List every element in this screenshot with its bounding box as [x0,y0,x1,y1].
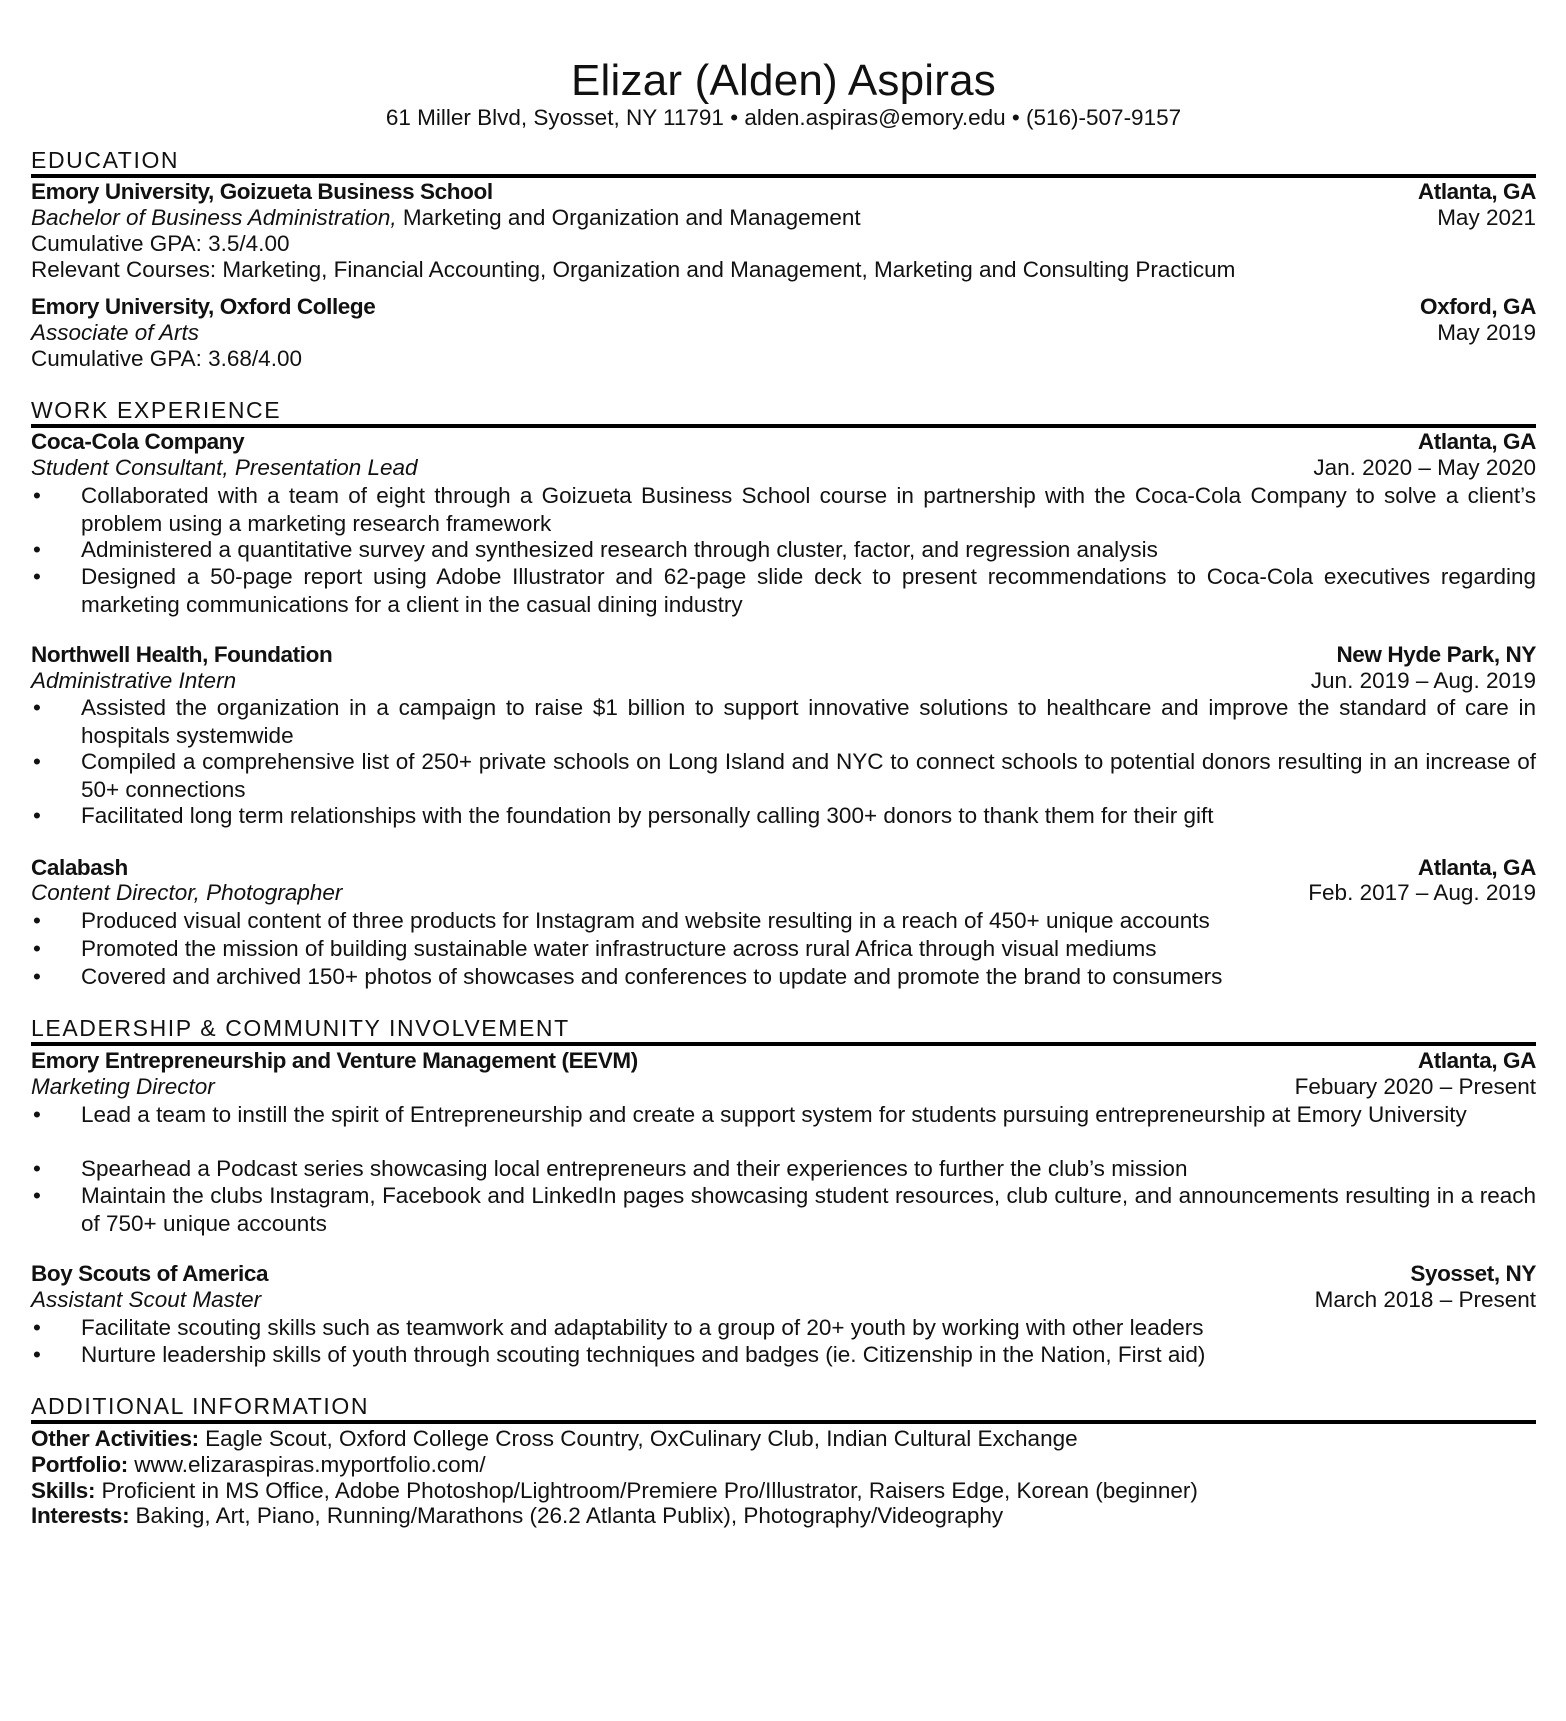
bullet-item: • Produced visual content of three products for Instagram and website resulting in a reach of 450+ unique accounts [33,908,1210,933]
bullet-item: • Compiled a comprehensive list of 250+ private schools on Long Island and NYC to connect schools to potential donors resulting in an increase of 50+ connections [33,749,1536,802]
job-dates: Feb. 2017 – Aug. 2019 [1308,880,1536,905]
role-header [31,1260,1536,1288]
degree-title: Associate of Arts [31,320,199,345]
job-role-row [31,879,1536,907]
job-header [31,854,1536,882]
bullet-icon: • [33,1183,41,1208]
school-name: Emory University, Oxford College [31,294,376,319]
organization-location: Syosset, NY [1410,1261,1536,1286]
bullet-item: • Facilitate scouting skills such as teamwork and adaptability to a group of 20+ youth by working with other leaders [33,1315,1204,1340]
bullet-item: • Spearhead a Podcast series showcasing local entrepreneurs and their experiences to further the club’s mission [33,1156,1188,1181]
organization: Emory Entrepreneurship and Venture Management (EEVM) [31,1048,638,1073]
resume-name: Elizar (Alden) Aspiras [571,56,996,105]
bullet-icon: • [33,908,41,933]
job-dates: Jun. 2019 – Aug. 2019 [1310,668,1536,693]
bullet-icon: • [33,483,41,508]
info-interests: Interests: Baking, Art, Piano, Running/Marathons (26.2 Atlanta Publix), Photography/Videography [31,1503,1004,1528]
bullet-icon: • [33,564,41,589]
bullet-item: • Administered a quantitative survey and synthesized research through cluster, factor, and regression analysis [33,537,1158,562]
role-title-row [31,1286,1536,1314]
bullet-icon: • [33,1156,41,1181]
job-role-row [31,667,1536,695]
section-rule [31,1420,1536,1424]
education-entry-header [31,178,1536,206]
role-header [31,1047,1536,1075]
bullet-icon: • [33,936,41,961]
info-portfolio: Portfolio: www.elizaraspiras.myportfolio.com/ [31,1452,486,1477]
section-rule [31,1042,1536,1046]
role-dates: Febuary 2020 – Present [1294,1074,1536,1099]
employer: Calabash [31,855,128,880]
employer: Coca-Cola Company [31,429,245,454]
job-location: Atlanta, GA [1417,855,1536,880]
role-title-row [31,1073,1536,1101]
organization: Boy Scouts of America [31,1261,269,1286]
degree-title: Bachelor of Business Administration, [31,205,397,230]
job-title: Administrative Intern [31,668,237,693]
section-title-leadership: LEADERSHIP & COMMUNITY INVOLVEMENT [31,1015,570,1041]
bullet-icon: • [33,803,41,828]
bullet-item: • Designed a 50-page report using Adobe Illustrator and 62-page slide deck to present recommendations to Coca-Cola executives regarding marketing communications for a client in the casual dining industry [33,564,1536,617]
bullet-item: • Collaborated with a team of eight through a Goizueta Business School course in partnership with the Coca-Cola Company to solve a client’s problem using a marketing research framework [33,483,1536,536]
gpa: Cumulative GPA: 3.68/4.00 [31,346,302,371]
contact-line: 61 Miller Blvd, Syosset, NY 11791 • alden.aspiras@emory.edu • (516)-507-9157 [385,105,1182,130]
job-role-row [31,454,1536,482]
bullet-item: • Nurture leadership skills of youth through scouting techniques and badges (ie. Citizenship in the Nation, First aid) [33,1342,1206,1367]
role-title: Marketing Director [31,1074,215,1099]
education-degree-row [31,204,1536,232]
gpa: Cumulative GPA: 3.5/4.00 [31,231,290,256]
job-title: Content Director, Photographer [31,880,343,905]
info-other-activities: Other Activities: Eagle Scout, Oxford College Cross Country, OxCulinary Club, Indian Cultural Exchange [31,1426,1078,1451]
section-title-education: EDUCATION [31,147,180,173]
bullet-icon: • [33,1102,41,1127]
bullet-item: • Lead a team to instill the spirit of Entrepreneurship and create a support system for students pursuing entrepreneurship at Emory University [33,1102,1467,1127]
bullet-icon: • [33,1342,41,1367]
bullet-item: • Maintain the clubs Instagram, Facebook and LinkedIn pages showcasing student resources, club culture, and announcements resulting in a reach of 750+ unique accounts [33,1183,1536,1236]
degree [31,204,861,232]
role-title: Assistant Scout Master [31,1287,262,1312]
bullet-icon: • [33,1315,41,1340]
info-skills: Skills: Proficient in MS Office, Adobe Photoshop/Lightroom/Premiere Pro/Illustrator, Raisers Edge, Korean (beginner) [31,1478,1198,1503]
section-title-work: WORK EXPERIENCE [31,397,282,423]
bullet-icon: • [33,695,41,720]
degree-major: Marketing and Organization and Management [396,205,861,230]
job-dates: Jan. 2020 – May 2020 [1313,455,1536,480]
bullet-item: • Assisted the organization in a campaign to raise $1 billion to support innovative solutions to healthcare and improve the standard of care in hospitals systemwide [33,695,1536,748]
job-header [31,428,1536,456]
graduation-date: May 2019 [1437,320,1536,345]
organization-location: Atlanta, GA [1417,1048,1536,1073]
employer: Northwell Health, Foundation [31,642,333,667]
bullet-icon: • [33,964,41,989]
job-title: Student Consultant, Presentation Lead [31,455,418,480]
bullet-item: • Facilitated long term relationships with the foundation by personally calling 300+ donors to thank them for their gift [33,803,1214,828]
relevant-courses: Relevant Courses: Marketing, Financial Accounting, Organization and Management, Marketing and Consulting Practicum [31,257,1236,282]
bullet-item: • Promoted the mission of building sustainable water infrastructure across rural Africa through visual mediums [33,936,1157,961]
portfolio-link[interactable]: www.elizaraspiras.myportfolio.com/ [127,1452,486,1477]
education-degree-row [31,319,1536,347]
bullet-icon: • [33,537,41,562]
school-location: Oxford, GA [1419,294,1536,319]
education-entry-header [31,293,1536,321]
job-header [31,641,1536,669]
role-dates: March 2018 – Present [1314,1287,1536,1312]
graduation-date: May 2021 [1437,205,1536,230]
job-location: New Hyde Park, NY [1336,642,1536,667]
bullet-item: • Covered and archived 150+ photos of showcases and conferences to update and promote the brand to consumers [33,964,1223,989]
job-location: Atlanta, GA [1417,429,1536,454]
school-name: Emory University, Goizueta Business School [31,179,493,204]
school-location: Atlanta, GA [1417,179,1536,204]
section-title-additional: ADDITIONAL INFORMATION [31,1393,370,1419]
bullet-icon: • [33,749,41,774]
